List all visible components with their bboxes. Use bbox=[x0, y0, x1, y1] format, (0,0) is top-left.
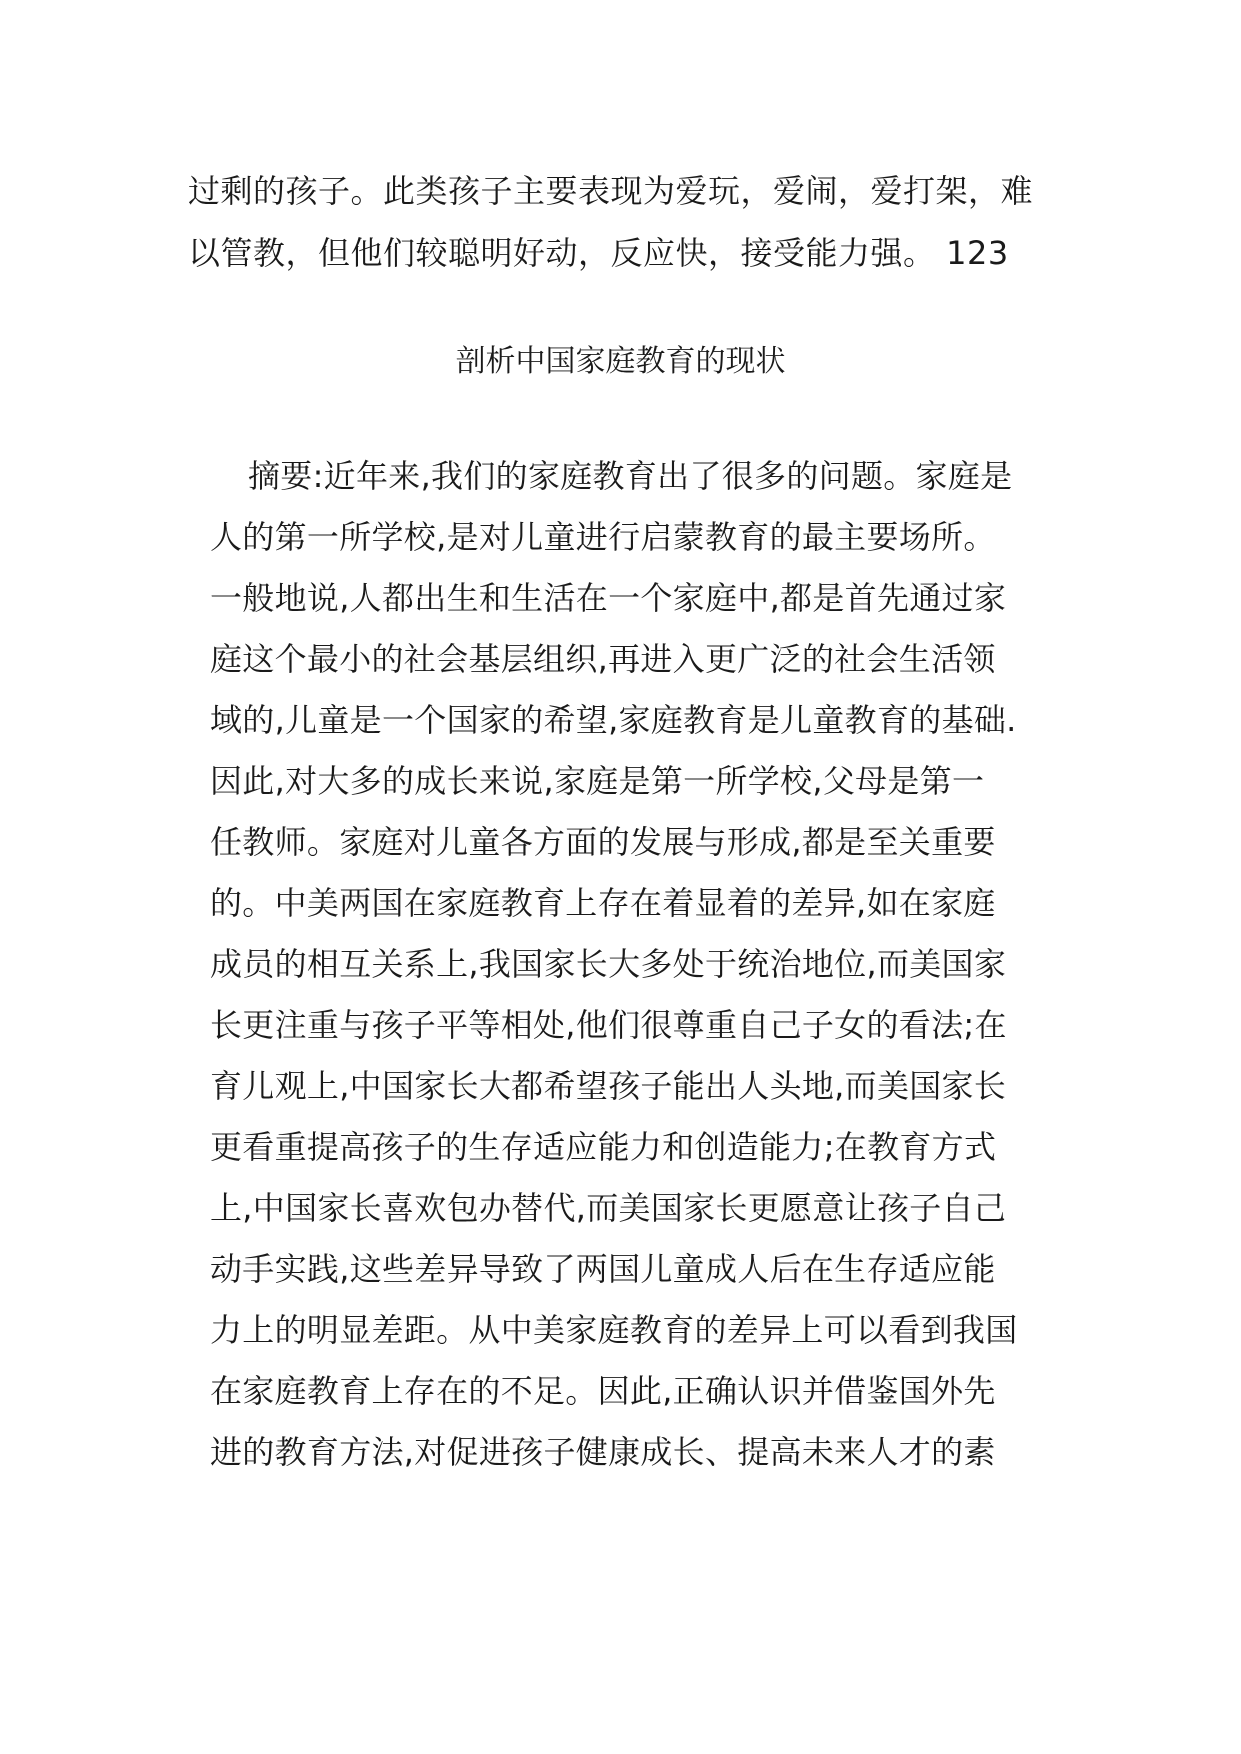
abstract-line: 一般地说,人都出生和生活在一个家庭中,都是首先通过家 bbox=[210, 579, 1007, 617]
abstract-line: 育儿观上,中国家长大都希望孩子能出人头地,而美国家长 bbox=[210, 1067, 1007, 1105]
abstract-line: 任教师。家庭对儿童各方面的发展与形成,都是至关重要 bbox=[210, 823, 996, 861]
abstract-line: 庭这个最小的社会基层组织,再进入更广泛的社会生活领 bbox=[210, 640, 996, 678]
abstract-line: 的。中美两国在家庭教育上存在着显着的差异,如在家庭 bbox=[210, 884, 996, 922]
paragraph-line: 以管教，但他们较聪明好动，反应快，接受能力强。 123 bbox=[188, 234, 1009, 272]
preceding-paragraph bbox=[188, 160, 1068, 284]
abstract-line: 更看重提高孩子的生存适应能力和创造能力;在教育方式 bbox=[210, 1128, 997, 1166]
abstract-line: 在家庭教育上存在的不足。因此,正确认识并借鉴国外先 bbox=[210, 1372, 996, 1410]
abstract-line: 因此,对大多的成长来说,家庭是第一所学校,父母是第一 bbox=[210, 762, 985, 800]
abstract-line: 成员的相互关系上,我国家长大多处于统治地位,而美国家 bbox=[210, 945, 1007, 983]
abstract-line: 人的第一所学校,是对儿童进行启蒙教育的最主要场所。 bbox=[210, 518, 996, 556]
abstract-line: 进的教育方法,对促进孩子健康成长、提高未来人才的素 bbox=[210, 1433, 996, 1471]
abstract-line: 摘要:近年来,我们的家庭教育出了很多的问题。家庭是 bbox=[248, 457, 1013, 495]
abstract-line: 上,中国家长喜欢包办替代,而美国家长更愿意让孩子自己 bbox=[210, 1189, 1007, 1227]
article-title: 剖析中国家庭教育的现状 bbox=[455, 344, 786, 379]
abstract-line: 长更注重与孩子平等相处,他们很尊重自己子女的看法;在 bbox=[210, 1006, 1007, 1044]
paragraph-line: 过剩的孩子。此类孩子主要表现为爱玩，爱闹，爱打架，难 bbox=[188, 172, 1034, 210]
abstract-line: 力上的明显差距。从中美家庭教育的差异上可以看到我国 bbox=[210, 1311, 1018, 1349]
abstract-line: 动手实践,这些差异导致了两国儿童成人后在生存适应能 bbox=[210, 1250, 996, 1288]
abstract-line: 域的,儿童是一个国家的希望,家庭教育是儿童教育的基础. bbox=[210, 701, 1017, 739]
abstract-paragraph bbox=[210, 446, 1070, 1483]
